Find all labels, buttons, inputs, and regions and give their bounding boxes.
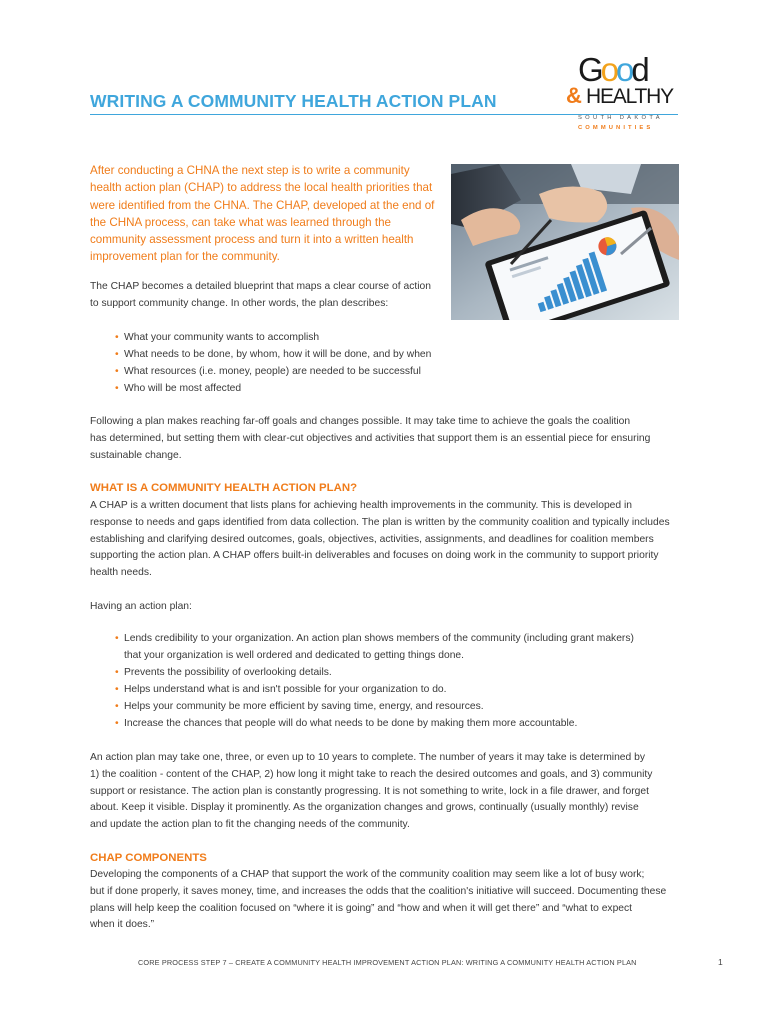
plan-describes-list: [115, 330, 431, 398]
text-line: supporting the action plan. A CHAP offers built-in deliverables and focuses on doing work in the community to support priority: [90, 550, 659, 562]
text-line: sustainable change.: [90, 449, 182, 461]
text-line: Following a plan makes reaching far-off goals and changes possible. It may take time to achieve the goals the coalition: [90, 416, 631, 427]
list-item: • Who will be most affected: [115, 381, 431, 398]
list-item: • Helps your community be more efficient by saving time, energy, and resources.: [115, 699, 634, 716]
text-line: health needs.: [90, 567, 152, 579]
section-heading-chap-components: CHAP COMPONENTS: [90, 852, 207, 864]
logo-healthy-text: HEALTHY: [586, 85, 673, 108]
chap-definition-paragraph: [90, 498, 670, 582]
section-heading-what-is-chap: WHAT IS A COMMUNITY HEALTH ACTION PLAN?: [90, 482, 358, 494]
logo-communities-text: COMMUNITIES: [578, 125, 654, 131]
text-line: that your organization is well ordered and dedicated to getting things done.: [124, 649, 465, 661]
text-line: and update the action plan to fit the changing needs of the community.: [90, 819, 410, 831]
list-item: • What resources (i.e. money, people) are needed to be successful: [115, 364, 431, 381]
list-item: • Prevents the possibility of overlooking details.: [115, 665, 634, 682]
following-plan-paragraph: [90, 414, 650, 464]
text-line: A CHAP is a written document that lists plans for achieving health improvements in the community. This is developed in: [90, 500, 632, 511]
list-item: • Helps understand what is and isn't possible for your organization to do.: [115, 682, 634, 699]
text-line: Developing the components of a CHAP that support the work of the community coalition may seem like a lot of busy work;: [90, 869, 645, 880]
logo-ampersand: &: [566, 83, 582, 108]
chap-components-paragraph: [90, 867, 666, 934]
having-action-plan-label: Having an action plan:: [90, 601, 192, 612]
list-item: • Lends credibility to your organization. An action plan shows members of the community (including grant makers): [115, 631, 634, 648]
list-item: • What needs to be done, by whom, how it will be done, and by when: [115, 347, 431, 364]
text-line: An action plan may take one, three, or even up to 10 years to complete. The number of years it may take is determined by: [90, 752, 645, 763]
page-title: WRITING A COMMUNITY HEALTH ACTION PLAN: [90, 91, 497, 111]
good-and-healthy-logo: [566, 52, 686, 138]
text-line: The CHAP becomes a detailed blueprint that maps a clear course of action: [90, 281, 431, 292]
text-line: about. Keep it visible. Display it prominently. As the organization changes and grows, continually (usually monthly) revise: [90, 802, 639, 814]
blueprint-paragraph: [90, 279, 431, 313]
text-line: when it does.”: [90, 919, 155, 931]
page-number: 1: [718, 957, 723, 967]
text-line: plans will help keep the coalition focused on “where it is going” and “how and when it will get there” and “what to expect: [90, 902, 633, 914]
list-item: • Increase the chances that people will do what needs to be done by making them more accountable.: [115, 716, 634, 733]
text-line: support or resistance. The action plan is constantly progressing. It is not something to write, lock in a file drawer, and forget: [90, 785, 649, 797]
text-line: but if done properly, it saves money, time, and increases the odds that the coalition's initiative will succeed. Documenting these: [90, 885, 667, 897]
list-item: • What your community wants to accomplish: [115, 330, 431, 347]
text-line: to support community change. In other words, the plan describes:: [90, 297, 389, 309]
text-line: 1) the coalition - content of the CHAP, 2) how long it might take to reach the desired outcomes and goals, and 3) community: [90, 768, 653, 780]
logo-state-text: SOUTH DAKOTA: [578, 115, 663, 121]
page-footer: CORE PROCESS STEP 7 – CREATE A COMMUNITY HEALTH IMPROVEMENT ACTION PLAN: WRITING A COMMUNITY HEALTH ACTION PLAN: [138, 958, 637, 967]
text-line: response to needs and gaps identified from data collection. The plan is written by the community coalition and typically includes: [90, 516, 670, 528]
action-plan-duration-paragraph: [90, 750, 652, 834]
text-line: has determined, but setting them with clear-cut objectives and activities that support them is an essential piece for ensuring: [90, 432, 651, 444]
intro-paragraph: After conducting a CHNA the next step is to write a community health action plan (CHAP) to address the local health priorities that were identified from the CHNA. The CHAP, developed at the end of the CHNA process, can take what was learned through the community assessment process and turn it into a written health improvement plan for the community.: [90, 164, 435, 264]
list-item-continuation: [115, 648, 634, 665]
business-meeting-photo: [451, 164, 679, 320]
action-plan-benefits-list: [115, 631, 634, 732]
text-line: establishing and clarifying desired outcomes, goals, objectives, activities, assignments, and deadlines for coalition members: [90, 533, 654, 545]
logo-good-text: Good: [578, 51, 647, 88]
